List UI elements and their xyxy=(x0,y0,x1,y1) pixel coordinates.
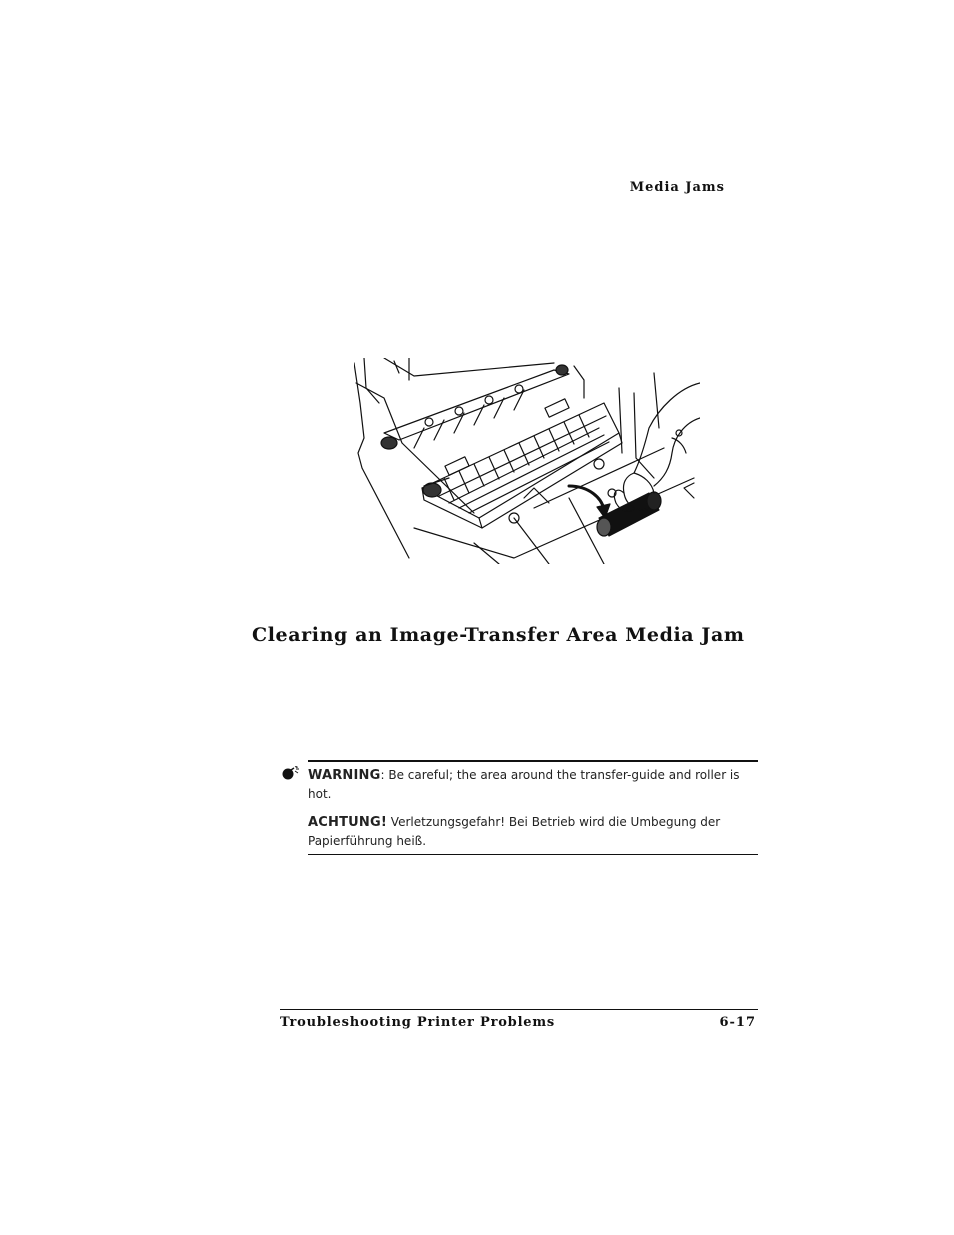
warning-box xyxy=(308,760,758,855)
achtung-text: Verletzungsgefahr! Bei Betrieb wird die Umbegung der Papierführung heiß. xyxy=(308,815,721,848)
running-header: Media Jams xyxy=(629,180,725,195)
footer-chapter-title: Troubleshooting Printer Problems xyxy=(280,1015,556,1030)
warning-text: : Be careful; the area around the transfer-guide and roller is hot. xyxy=(308,768,740,801)
page-number: 6-17 xyxy=(719,1015,756,1030)
bomb-warning-icon xyxy=(281,766,301,780)
printer-figure xyxy=(354,358,700,564)
warning-english xyxy=(308,766,758,803)
printer-roller-illustration xyxy=(354,358,700,564)
section-heading: Clearing an Image-Transfer Area Media Jam xyxy=(252,624,745,646)
warning-german xyxy=(308,813,758,850)
achtung-label: ACHTUNG! xyxy=(308,815,387,830)
footer-rule xyxy=(280,1009,758,1010)
warning-label: WARNING xyxy=(308,768,381,783)
